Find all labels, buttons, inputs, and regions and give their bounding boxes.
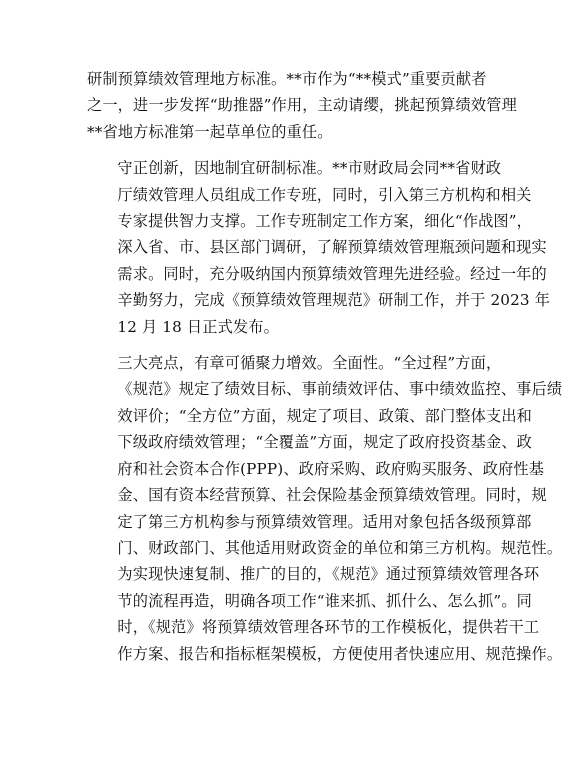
paragraph-line: 门、财政部门、其他适用财政资金的单位和第三方机构。规范性。 bbox=[117, 538, 563, 557]
paragraph-line: 厅绩效管理人员组成工作专班，同时，引入第三方机构和相关 bbox=[117, 185, 532, 204]
paragraph-line: 之一，进一步发挥“助推器”作用，主动请缨，挑起预算绩效管理 bbox=[87, 96, 517, 115]
paragraph-line: 定了第三方机构参与预算绩效管理。适用对象包括各级预算部 bbox=[117, 512, 532, 531]
paragraph-line: 三大亮点，有章可循聚力增效。全面性。“全过程”方面， bbox=[117, 354, 502, 373]
paragraph-line: 时，《规范》将预算绩效管理各环节的工作模板化，提供若干工 bbox=[117, 618, 540, 637]
paragraph-line: 辛勤努力，完成《预算绩效管理规范》研制工作，并于 2023 年 bbox=[117, 291, 551, 310]
paragraph-line: 需求。同时，充分吸纳国内预算绩效管理先进经验。经过一年的 bbox=[117, 264, 547, 283]
paragraph-line: 下级政府绩效管理；“全覆盖”方面，规定了政府投资基金、政 bbox=[117, 433, 532, 452]
paragraph-line: 《规范》规定了绩效目标、事前绩效评估、事中绩效监控、事后绩 bbox=[117, 380, 563, 399]
paragraph-line: 专家提供智力支撑。工作专班制定工作方案，细化“作战图”， bbox=[117, 212, 532, 231]
paragraph-line: 金、国有资本经营预算、社会保险基金预算绩效管理。同时，规 bbox=[117, 486, 547, 505]
paragraph-highlights bbox=[87, 350, 563, 667]
paragraph-line: 研制预算绩效管理地方标准。**市作为“**模式”重要贡献者 bbox=[87, 70, 487, 88]
paragraph-line: 深入省、市、县区部门调研，了解预算绩效管理瓶颈问题和现实 bbox=[117, 238, 547, 257]
paragraph-innovation bbox=[87, 155, 551, 340]
paragraph-line: 作方案、报告和指标框架模板，方便使用者快速应用、规范操作。 bbox=[117, 644, 563, 663]
paragraph-line: 守正创新，因地制宜研制标准。**市财政局会同**省财政 bbox=[117, 159, 502, 178]
paragraph-line: **省地方标准第一起草单位的重任。 bbox=[87, 122, 333, 141]
document-page bbox=[87, 66, 563, 677]
paragraph-local-standard bbox=[87, 66, 517, 145]
paragraph-line: 为实现快速复制、推广的目的，《规范》通过预算绩效管理各环 bbox=[117, 565, 540, 584]
paragraph-line: 效评价；“全方位”方面，规定了项目、政策、部门整体支出和 bbox=[117, 406, 532, 425]
paragraph-line: 节的流程再造，明确各项工作“谁来抓、抓什么、怎么抓”。同 bbox=[117, 591, 532, 610]
paragraph-line: 府和社会资本合作(PPP)、政府采购、政府购买服务、政府性基 bbox=[117, 459, 545, 478]
paragraph-line: 12 月 18 日正式发布。 bbox=[117, 317, 279, 336]
